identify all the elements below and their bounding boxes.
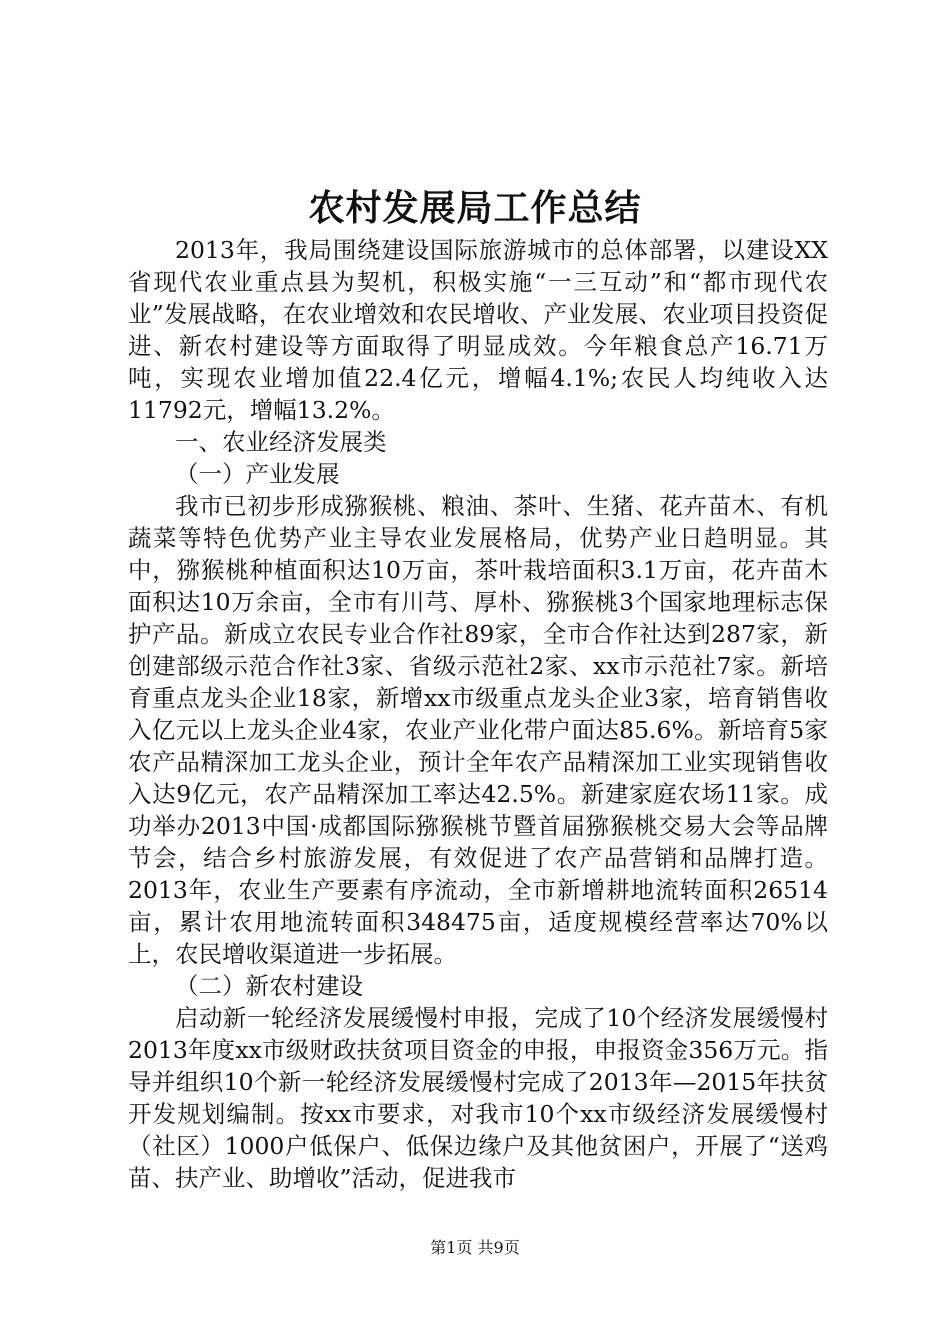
subsection-heading-new-countryside: （二）新农村建设	[175, 972, 363, 1000]
intro-paragraph: 2013年，我局围绕建设国际旅游城市的总体部署，以建设XX省现代农业重点县为契机，积极实施“一三互动”和“都市现代农业”发展战略，在农业增效和农民增收、产业发展、农业项目投资促进、新农村建设等方面取得了明显成效。今年粮食总产16.71万吨，实现农业增加值22.4亿元，增幅4.1%;农民人均纯收入达11792元，增幅13.2%。	[128, 236, 828, 424]
industry-paragraph: 我市已初步形成猕猴桃、粮油、茶叶、生猪、花卉苗木、有机蔬菜等特色优势产业主导农业发展格局，优势产业日趋明显。其中，猕猴桃种植面积达10万亩，茶叶栽培面积3.1万亩，花卉苗木面积达10万余亩，全市有川芎、厚朴、猕猴桃3个国家地理标志保护产品。新成立农民专业合作社89家，全市合作社达到287家，新创建部级示范合作社3家、省级示范社2家、xx市示范社7家。新培育重点龙头企业18家，新增xx市级重点龙头企业3家，培育销售收入亿元以上龙头企业4家，农业产业化带户面达85.6%。新培育5家农产品精深加工龙头企业，预计全年农产品精深加工业实现销售收入达9亿元，农产品精深加工率达42.5%。新建家庭农场11家。成功举办2013中国·成都国际猕猴桃节暨首届猕猴桃交易大会等品牌节会，结合乡村旅游发展，有效促进了农产品营销和品牌打造。2013年，农业生产要素有序流动，全市新增耕地流转面积26514亩，累计农用地流转面积348475亩，适度规模经营率达70%以上，农民增收渠道进一步拓展。	[128, 492, 828, 968]
document-title: 农村发展局工作总结	[308, 187, 642, 229]
subsection-heading-industry: （一）产业发展	[175, 460, 340, 488]
new-countryside-paragraph: 启动新一轮经济发展缓慢村申报，完成了10个经济发展缓慢村2013年度xx市级财政扶贫项目资金的申报，申报资金356万元。指导并组织10个新一轮经济发展缓慢村完成了2013年—2015年扶贫开发规划编制。按xx市要求，对我市10个xx市级经济发展缓慢村（社区）1000户低保户、低保边缘户及其他贫困户，开展了“送鸡苗、扶产业、助增收”活动，促进我市	[128, 1004, 828, 1192]
document-body	[128, 234, 828, 1194]
page-number-footer: 第1页 共9页	[430, 1238, 520, 1257]
section-heading-agriculture-economy: 一、农业经济发展类	[175, 428, 387, 456]
